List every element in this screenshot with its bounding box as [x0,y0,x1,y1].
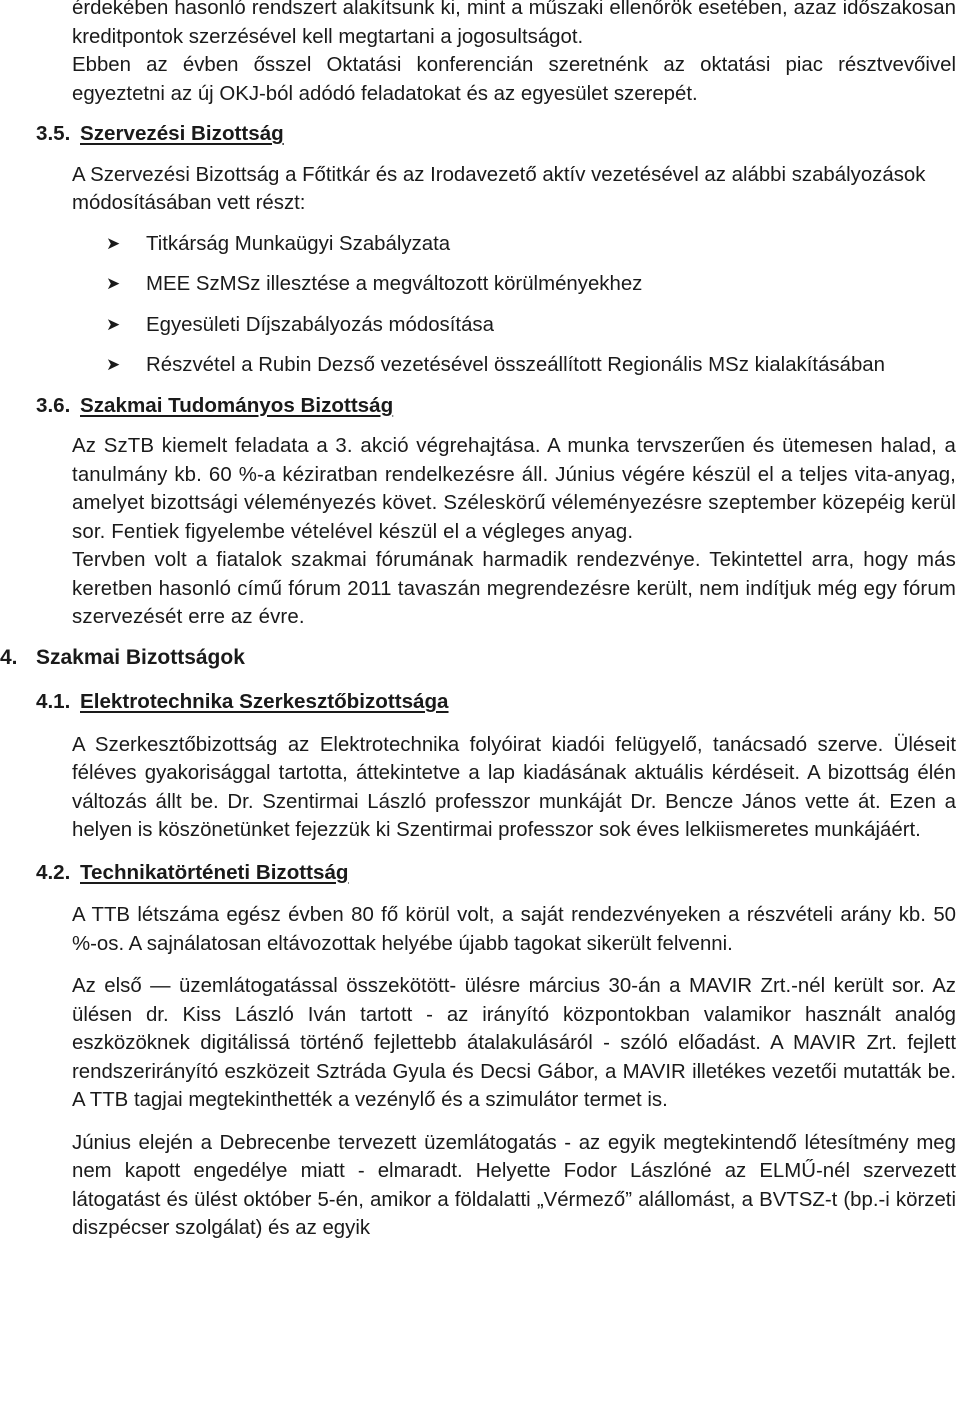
arrowhead-bullet-icon: ➤ [106,274,121,293]
section-number: 3.5. [36,122,71,145]
regulation-bullet-list [0,230,960,380]
arrowhead-bullet-icon: ➤ [106,314,121,334]
section-title: Szakmai Bizottságok [36,645,245,669]
ttb-paragraph-1: A TTB létszáma egész évben 80 fő körül volt, a saját rendezvényeken a részvételi arány kb. 50 %-os. A sajnálatosan eltávozottak helyébe újabb tagokat sikerült felvenni. [72,904,956,955]
section-title: Technikatörténeti Bizottság [80,860,349,884]
list-item: ➤ Részvétel a Rubin Dezső vezetésével összeállított Regionális MSz kialakításában [146,351,886,380]
section-title: Szervezési Bizottság [80,122,284,145]
conference-paragraph: Ebben az évben ősszel Oktatási konferencián szeretnénk az oktatási piac résztvevőivel egyeztetni az új OKJ-ból adódó feladatokat és az egyesület szerepét. [72,54,956,105]
list-item: ➤ Titkárság Munkaügyi Szabályzata [146,230,886,259]
section-3-6-heading [36,392,960,421]
section-number: 4. [0,645,18,669]
list-item: ➤ Egyesületi Díjszabályozás módosítása [146,311,886,340]
sztb-paragraph-1: Az SzTB kiemelt feladata a 3. akció végrehajtása. A munka tervszerűen és ütemesen halad, a tanulmány kb. 60 %-a kéziratban rendelkezésre áll. Június végére készül el a teljes vita-anyag, amelyet bizottsági véleményezés követ. Széleskörű véleményezésre szeptember közepéig kerül sor. Fentiek figyelembe vételével készül el a végleges anyag. [72,435,956,543]
arrowhead-bullet-icon: ➤ [106,355,121,374]
editorial-board-paragraph: A Szerkesztőbizottság az Elektrotechnika folyóirat kiadói felügyelő, tanácsadó szerve. Üléseit féléves gyakorisággal tartotta, áttekintetve a lap kiadásának aktuális kérdéseit. A bizottság élén változás állt be. Dr. Szentirmai László professzor munkáját Dr. Bencze János vette át. Ezen a helyen is köszönetünket fejezzük ki Szentirmai professzor sok éves lelkiismeretes munkájáért. [72,733,956,841]
section-title: Szakmai Tudományos Bizottság [80,393,394,417]
section-3-5-heading [36,120,960,149]
section-4-1-heading [36,688,960,717]
organizing-committee-lead: A Szervezési Bizottság a Főtitkár és az Irodavezető aktív vezetésével az alábbi szabályozások módosításában vett részt: [72,163,926,214]
list-item: ➤ MEE SzMSz illesztése a megváltozott körülményekhez [146,270,886,299]
intro-continuation-paragraph: érdekében hasonló rendszert alakítsunk ki, mint a műszaki ellenőrök esetében, azaz időszakosan kreditpontok szerzésével kell megtartani a jogosultságot. [72,0,956,48]
sztb-paragraph-2: Tervben volt a fiatalok szakmai fórumának harmadik rendezvénye. Tekintettel arra, hogy más keretben hasonló című fórum 2011 tavaszán megrendezésre került, nem indítjuk még egy fórum szervezését erre az évre. [72,549,956,628]
section-number: 4.2. [36,860,71,884]
section-4-2-heading [36,859,960,888]
section-title: Elektrotechnika Szerkesztőbizottsága [80,690,449,713]
ttb-paragraph-3: Június elején a Debrecenbe tervezett üzemlátogatás - az egyik megtekintendő létesítmény meg nem kapott engedélye miatt - elmaradt. Helyette Fodor Lászlóné az ELMŰ-nél szervezett látogatást és ülést október 5-én, amikor a földalatti „Vérmező” alállomást, a BVTSZ-t (bp.-i körzeti diszpécser szolgálat) és az egyik [72,1131,956,1239]
ttb-paragraph-2: Az első — üzemlátogatással összekötött- ülésre március 30-án a MAVIR Zrt.-nél került sor. Az ülésen dr. Kiss László Iván tartott - az irányító központokban valamikor használt analóg eszközöknek digitálissá történő fejlettebb átalakulásáról - szóló előadást. A MAVIR Zrt. fejlett rendszerirányító eszközeit Sztráda Gyula és Decsi Gábor, a MAVIR illetékes vezetői mutatták be. A TTB tagjai megtekinthették a vezénylő és a szimulátor termet is. [72,975,956,1111]
section-number: 3.6. [36,393,71,417]
section-4-heading [0,644,960,673]
section-number: 4.1. [36,690,71,713]
arrowhead-bullet-icon: ➤ [106,233,121,253]
